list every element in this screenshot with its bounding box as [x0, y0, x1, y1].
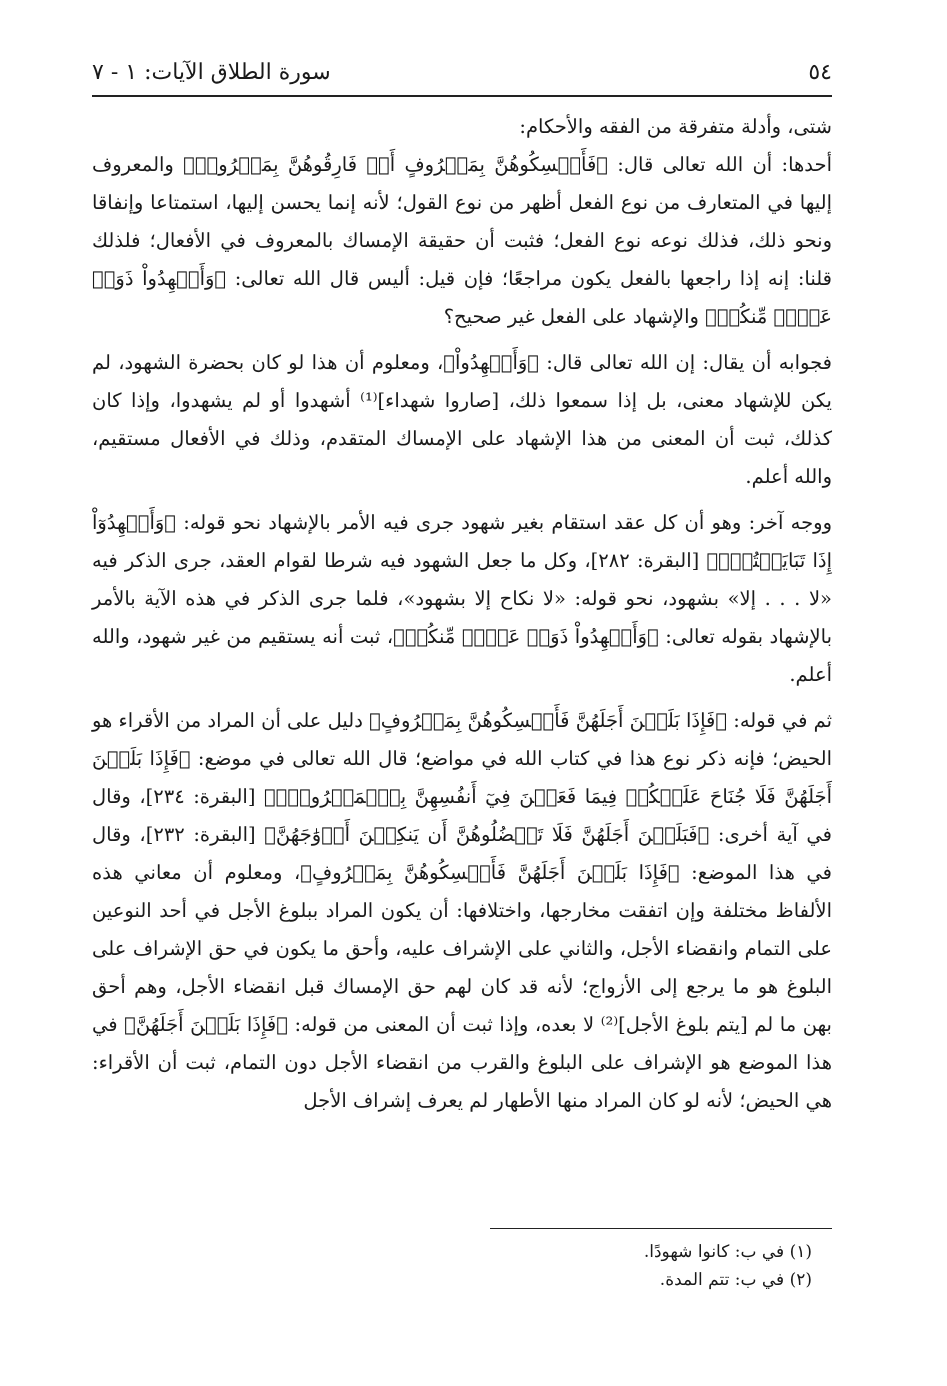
header-divider	[92, 95, 832, 97]
running-title: سورة الطلاق الآيات: ١ - ٧	[92, 59, 331, 85]
paragraph-2: أحدها: أن الله تعالى قال: ﴿فَأَمۡسِكُوهُنَّ بِمَعۡرُوفٍ أَوۡ فَارِقُوهُنَّ بِمَعۡرُوفٖ﴾ والمعروف إليها في المتعارف من نوع الفعل أظهر من نوع القول؛ لأنه إنما يحسن إليها، استمتاعا وإنفاقا ونحو ذلك، فذلك نوعه نوع الفعل؛ فثبت أن حقيقة الإمساك بالمعروف في الأفعال؛ فلذلك قلنا: إنه إذا راجعها بالفعل يكون مراجعًا؛ فإن قيل: أليس قال الله تعالى: ﴿وَأَشۡهِدُواْ ذَوَيۡ عَدۡلٖ مِّنكُمۡ﴾ والإشهاد على الفعل غير صحيح؟	[92, 153, 832, 328]
paragraph-3: فجوابه أن يقال: إن الله تعالى قال: ﴿وَأَشۡهِدُواْ﴾، ومعلوم أن هذا لو كان بحضرة الشهود، لم يكن للإشهاد معنى، بل إذا سمعوا ذلك، [صاروا شهداء]⁽¹⁾ أشهدوا أو لم يشهدوا، وإذا كان كذلك، ثبت أن المعنى من هذا الإشهاد على الإمساك المتقدم، وذلك في الأفعال مستقيم، والله أعلم.	[92, 351, 832, 488]
footnote-divider	[490, 1228, 832, 1229]
page-number: ٥٤	[808, 59, 832, 85]
paragraph-1: شتى، وأدلة متفرقة من الفقه والأحكام:	[519, 115, 832, 138]
footnotes	[92, 1238, 812, 1294]
page-header	[92, 52, 832, 92]
footnote-2: (٢) في ب: تتم المدة.	[659, 1270, 812, 1290]
paragraph-5: ثم في قوله: ﴿فَإِذَا بَلَغۡنَ أَجَلَهُنَّ فَأَمۡسِكُوهُنَّ بِمَعۡرُوفٍ﴾ دليل على أن المراد من الأقراء هو الحيض؛ فإنه ذكر نوع هذا في كتاب الله في مواضع؛ قال الله تعالى في موضع: ﴿فَإِذَا بَلَغۡنَ أَجَلَهُنَّ فَلَا جُنَاحَ عَلَيۡكُمۡ فِيمَا فَعَلۡنَ فِيٓ أَنفُسِهِنَّ بِٱلۡمَعۡرُوفِۗ﴾ [البقرة: ٢٣٤]، وقال في آية أخرى: ﴿فَبَلَغۡنَ أَجَلَهُنَّ فَلَا تَعۡضُلُوهُنَّ أَن يَنكِحۡنَ أَزۡوَٰجَهُنَّ﴾ [البقرة: ٢٣٢]، وقال في هذا الموضع: ﴿فَإِذَا بَلَغۡنَ أَجَلَهُنَّ فَأَمۡسِكُوهُنَّ بِمَعۡرُوفٍ﴾، ومعلوم أن معاني هذه الألفاظ مختلفة وإن اتفقت مخارجها، واختلافها: أن يكون المراد ببلوغ الأجل في أحد النوعين على التمام وانقضاء الأجل، والثاني على الإشراف عليه، وأحق ما يكون في حق الإشراف على البلوغ هو ما يرجع إلى الأزواج؛ لأنه قد كان لهم حق الإمساك قبل انقضاء الأجل، وهم أحق بهن ما لم [يتم بلوغ الأجل]⁽²⁾ لا بعده، وإذا ثبت أن المعنى من قوله: ﴿فَإِذَا بَلَغۡنَ أَجَلَهُنَّ﴾ في هذا الموضع هو الإشراف على البلوغ والقرب من انقضاء الأجل دون التمام، ثبت أن الأقراء: هي الحيض؛ لأنه لو كان المراد منها الأطهار لم يعرف إشراف الأجل	[91, 709, 832, 1112]
main-text	[92, 108, 832, 1120]
footnote-1: (١) في ب: كانوا شهودًا.	[643, 1242, 812, 1262]
paragraph-4: ووجه آخر: وهو أن كل عقد استقام بغير شهود جرى فيه الأمر بالإشهاد نحو قوله: ﴿وَأَشۡهِدُوٓاْ إِذَا تَبَايَعۡتُمۡۚ﴾ [البقرة: ٢٨٢]، وكل ما جعل الشهود فيه شرطا لقوام العقد، جرى الذكر فيه «لا . . . إلا» بشهود، نحو قوله: «لا نكاح إلا بشهود»، فلما جرى الذكر في هذه الآية بالأمر بالإشهاد بقوله تعالى: ﴿وَأَشۡهِدُواْ ذَوَيۡ عَدۡلٖ مِّنكُمۡ﴾، ثبت أنه يستقيم من غير شهود، والله أعلم.	[92, 511, 833, 686]
